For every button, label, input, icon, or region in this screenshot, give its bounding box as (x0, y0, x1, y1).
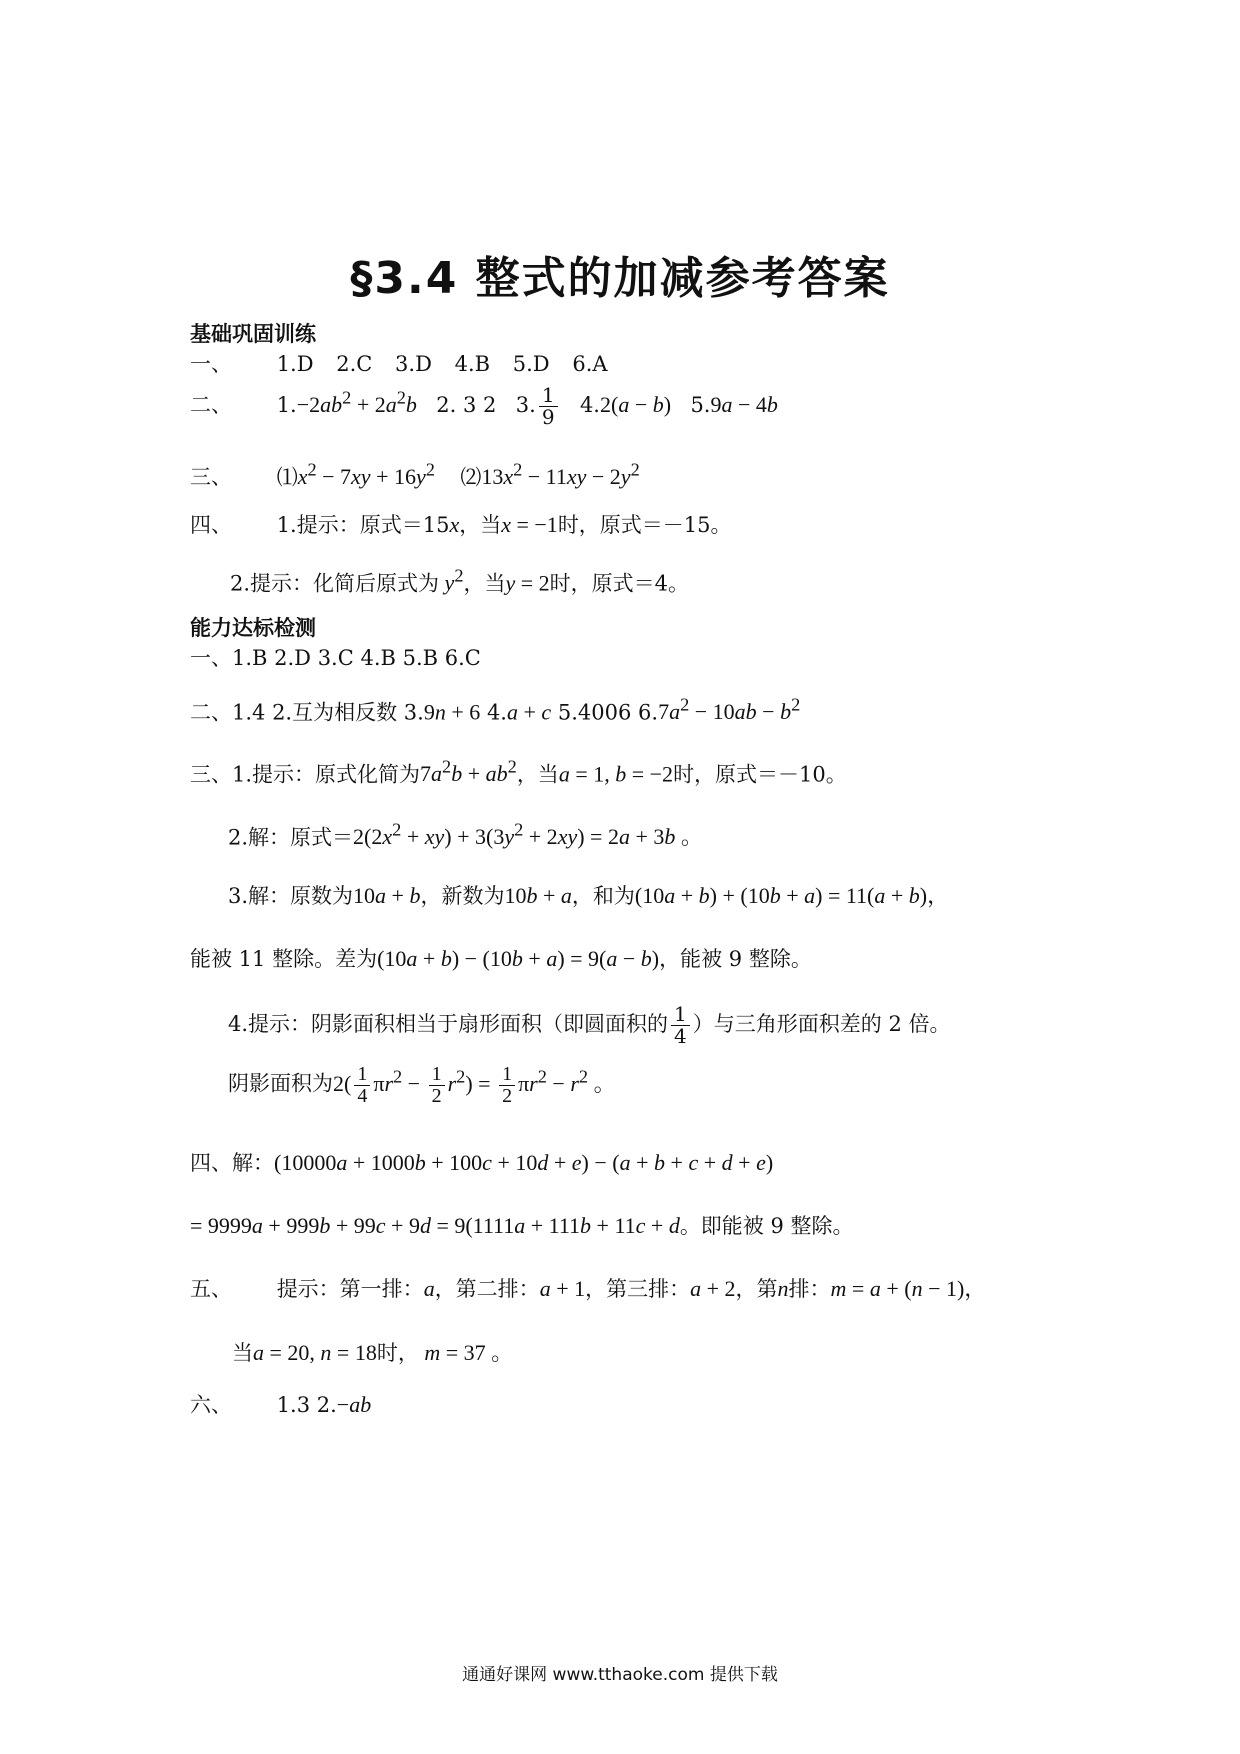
adv-q3-3-row1 (228, 883, 949, 909)
basic-q4-cond2: y = 2 (505, 570, 550, 596)
adv-q2-text-b: 4. (486, 700, 507, 725)
basic-q1-answer-3: 3.D (395, 352, 432, 376)
adv-q4-row1 (190, 1150, 773, 1176)
adv-q3-4-fraction: $\frac{1}{4}$ (671, 1004, 690, 1047)
adv-q4-expr1: (10000a + 1000b + 100c + 10d + e) − (a + b + c + d + e) (274, 1150, 774, 1175)
adv-q5-cond: a = 20, n = 18 (253, 1340, 377, 1365)
adv-q3-3-text-a: 3.解：原数为 (228, 884, 354, 908)
basic-q1-answer-5: 5.D (512, 352, 550, 376)
adv-q5-row2 (232, 1340, 513, 1366)
basic-q1-row (190, 352, 624, 377)
adv-q5-formula: m = a + (n − 1)， (830, 1276, 987, 1301)
basic-q4-expr-y2: $y^2$ (444, 566, 464, 596)
adv-q5-text-c: ，第三排： (585, 1277, 691, 1301)
basic-q3-row (190, 460, 640, 491)
adv-q2-text-a: 二、1.4 2.互为相反数 3. (190, 700, 424, 725)
basic-q3-expr1: $x^2 - 7xy + 16y^2$ (297, 460, 435, 490)
basic-q1-answer-6: 6.A (572, 352, 608, 376)
adv-q3-1-text-c: 时，原式＝－10。 (673, 762, 847, 787)
adv-q3-3-orig: 10a + b (353, 883, 421, 908)
basic-q2-expr1: $-2ab^2 + 2a^2b$ (296, 387, 417, 417)
adv-q3-4-expr: 2( $\frac{1}{4}$ $\pi r^2$ − $\frac{1}{2}$ $r^2$) = $\frac{1}{2}$ $\pi r^2 - r^2$ 。 (333, 1063, 616, 1107)
adv-q3-3-text-e: ，能被 9 整除。 (659, 947, 812, 971)
adv-q6-expr: −ab (336, 1392, 372, 1417)
adv-q3-1-expr: $7a^2b + ab^2$ (420, 757, 517, 787)
basic-q2-row (190, 385, 778, 428)
basic-q4-line1-text-b: ，当 (459, 513, 502, 537)
adv-q4-row2 (190, 1213, 854, 1239)
adv-q3-3-diff: (10a + b) − (10b + a) = 9(a − b) (377, 946, 660, 971)
basic-q3-part2-label: ⑵ (460, 465, 482, 490)
adv-q3-1-text-b: ，当 (516, 762, 559, 787)
adv-q4-text-b: 。即能被 9 整除。 (679, 1214, 854, 1238)
adv-q3-1-row (190, 757, 847, 788)
adv-q3-3-sum: (10a + b) + (10b + a) = 11(a + b)， (634, 883, 950, 908)
basic-q2-label: 二、 (190, 393, 232, 417)
basic-q2-item2: 2. 3 2 (436, 393, 497, 417)
basic-q2-item5: 5. (690, 393, 711, 417)
basic-q4-row1 (190, 512, 732, 538)
basic-q2-item3: 3. (515, 393, 536, 417)
adv-q5-result: m = 37 。 (424, 1340, 514, 1365)
adv-q3-4-text-b: ）与三角形面积差的 2 倍。 (692, 1012, 951, 1036)
adv-q3-4-row1 (228, 1004, 951, 1047)
adv-q5-row2-expr: a + 1 (539, 1276, 586, 1301)
adv-q3-2-text-a: 2.解：原式＝ (228, 825, 354, 850)
basic-q4-cond1: x = −1 (501, 512, 558, 537)
adv-q5-row3-expr: a + 2 (690, 1276, 736, 1301)
adv-q1-row: 一、1.B 2.D 3.C 4.B 5.B 6.C (190, 646, 481, 670)
basic-q1-label: 一、 (190, 352, 232, 376)
basic-q4-line1-text-c: 时，原式＝－15。 (557, 513, 732, 537)
adv-q5-row1 (190, 1276, 986, 1302)
page-title: §3.4 整式的加减参考答案 (350, 253, 890, 304)
adv-q5-text-g: 时， (376, 1341, 419, 1365)
adv-q3-4-row2 (228, 1064, 616, 1107)
adv-q3-1-text-a: 三、1.提示：原式化简为 (190, 762, 421, 787)
basic-q4-line2-text-a: 2.提示：化简后原式为 (230, 571, 440, 596)
adv-q3-3-row2 (190, 946, 812, 972)
adv-q2-expr6: $7a^2 - 10ab - b^2$ (658, 695, 801, 725)
adv-q4-text-a: 四、解： (190, 1151, 274, 1175)
page-footer: 通通好课网 www.tthaoke.com 提供下载 (462, 1665, 778, 1685)
adv-q5-row1-expr: a (423, 1276, 435, 1301)
basic-q4-line2-text-c: 时，原式＝4。 (549, 571, 690, 596)
adv-q3-2-expr: $2(2x^2 + xy) + 3(3y^2 + 2xy) = 2a + 3b$ 。 (353, 820, 703, 850)
adv-q3-2-row (228, 820, 703, 851)
basic-q2-expr5: 9a − 4b (710, 392, 778, 417)
adv-q5-text-f: 当 (232, 1341, 253, 1365)
adv-q5-text-e: 排： (788, 1277, 831, 1301)
adv-q5-text-a: 提示：第一排： (276, 1277, 424, 1301)
basic-q4-label: 四、 (190, 513, 232, 537)
section-heading-basic: 基础巩固训练 (190, 322, 316, 346)
basic-q3-expr2: $13x^2 - 11xy - 2y^2$ (481, 460, 640, 490)
basic-q4-line1-text-a: 1.提示：原式＝15 (276, 513, 450, 537)
adv-q3-4-text-a: 4.提示：阴影面积相当于扇形面积（即圆面积的 (228, 1012, 669, 1036)
adv-q5-text-d: ，第 (735, 1277, 778, 1301)
adv-q6-label: 六、 (190, 1393, 232, 1417)
adv-q3-3-text-d: 能被 11 整除。差为 (190, 947, 378, 971)
adv-q5-label: 五、 (190, 1277, 232, 1301)
adv-q3-3-text-b: ，新数为 (420, 884, 505, 908)
adv-q3-3-new: 10b + a (504, 883, 572, 908)
basic-q2-expr4: 2(a − b) (599, 392, 672, 417)
adv-q2-expr4: a + c (506, 699, 552, 725)
basic-q3-part1-label: ⑴ (276, 465, 298, 490)
basic-q3-label: 三、 (190, 465, 232, 490)
basic-q4-row2 (230, 566, 689, 597)
adv-q3-4-text-c: 阴影面积为 (228, 1071, 333, 1096)
basic-q4-line2-text-b: ，当 (463, 571, 506, 596)
adv-q3-3-text-c: ，和为 (571, 884, 635, 908)
adv-q2-text-c: 5.4006 6. (557, 700, 659, 725)
basic-q1-answer-4: 4.B (454, 352, 491, 376)
adv-q2-expr3: 9n + 6 (423, 699, 481, 725)
basic-q4-var-x: x (449, 512, 460, 537)
basic-q2-item4: 4. (579, 393, 600, 417)
adv-q6-text-a: 1.3 2. (276, 1393, 337, 1417)
adv-q5-var-n: n (777, 1276, 789, 1301)
adv-q3-1-cond: a = 1, b = −2 (558, 761, 674, 787)
adv-q2-row (190, 695, 800, 726)
adv-q5-text-b: ，第二排： (434, 1277, 540, 1301)
adv-q4-expr2: = 9999a + 999b + 99c + 9d = 9(1111a + 111b + 11c + d (190, 1213, 680, 1238)
basic-q2-item1: 1. (276, 393, 297, 417)
adv-q6-row (190, 1392, 371, 1418)
basic-q2-fraction: $\frac{1}{9}$ (539, 385, 558, 428)
section-heading-advanced: 能力达标检测 (190, 616, 316, 640)
basic-q1-answer-2: 2.C (336, 352, 373, 376)
basic-q1-answer-1: 1.D (276, 352, 314, 376)
